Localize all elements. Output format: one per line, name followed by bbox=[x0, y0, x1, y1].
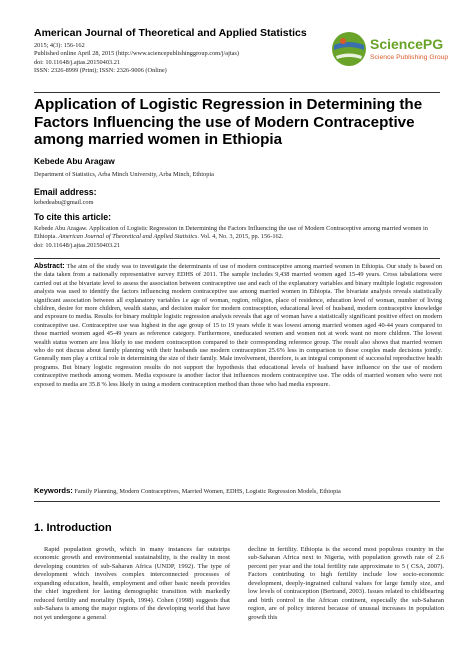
abstract bbox=[34, 263, 442, 389]
citation-journal: American Journal of Theoretical and Applied Statistics bbox=[58, 233, 198, 241]
globe-logo-icon bbox=[330, 30, 368, 68]
abstract-text: The aim of the study was to investigate the determinants of use of modern contraceptive among married women in Ethiopia. Our study is based on the data taken from a nationally representative survey EDHS of 2011. The sample includes 9,438 married women aged 15-49 years. Cross tabulations were carried out at the bivariate level to assess the association between contraceptive use and each of the explanatory variables and binary multiple logistic regression analysis was used to identify the factors influencing modern contraceptive use among married women in Ethiopia. The bivariate analysis reveals statistically significant association between all explanatory variables i.e age of woman, region, religion, place of residence, education level of woman, number of living children, desire for more children, wealth status, and decision maker for modern contraception, educational level of husband, modern contraceptive knowledge and exposure to media. Results for binary multiple logistic regression analysis reveals that age of woman have a statistically significant positive effect on modern contraceptive use. Contraceptive use was highest in the age group of 15 to 19 years while it was lowest among married women aged 40-44 years compared to those married women aged 45-49 years as reference category. Furthermore, uneducated women and women not at work want no more children. The lowest wealth status women are less likely to use modern contraception compared to their corresponding reference group. The result also shows that married women who do not discuss about family planning with their husbands use modern contraception 25.6% less in comparison to those couples made decisions jointly. Generally men play a critical role in determining the size of their family. Male involvement, therefore, is an integral component of successful reproductive health programs. But binary logistic regression results do not support the hypothesis that educational levels of husband have influence on the use of modern contraceptive methods among women. Media exposure is another factor that influences modern contraceptive use. The odds of married women who were not exposed to media are 35.8 % less likely in using a modern contraception method than those who had media exposure. bbox=[34, 263, 442, 388]
citation-volume: . Vol. 4, No. 3, 2015, pp. 156-162. bbox=[197, 233, 284, 241]
header-divider bbox=[34, 92, 440, 93]
citation-doi: doi: 10.11648/j.ajtas.20150403.21 bbox=[34, 241, 120, 249]
cite-heading: To cite this article: bbox=[34, 212, 112, 222]
article-title: Application of Logistic Regression in Determining the Factors Influencing the use of Modern Contraceptive among married women in Ethiopia bbox=[34, 96, 423, 148]
keywords-divider bbox=[34, 501, 440, 502]
abstract-divider bbox=[34, 258, 440, 259]
keywords bbox=[34, 487, 444, 496]
doi-line: doi: 10.11648/j.ajtas.20150403.21 bbox=[34, 58, 120, 66]
citation-text bbox=[34, 225, 442, 250]
journal-header bbox=[34, 27, 354, 76]
email-address: kebedeabu@gmail.com bbox=[34, 199, 94, 206]
journal-issue: 2015; 4(3): 156-162 bbox=[34, 42, 85, 49]
logo-name: SciencePG bbox=[370, 36, 444, 52]
intro-right-column: decline in fertility. Ethiopia is the second most populous country in the sub-Saharan Africa next to Nigeria, with population growth rate of 2.6 percent per year and the total fertility rate approximate to 5 ( CSA, 2007). Factors contributing to high fertility include low socio-economic development, deeply-ingrained cultural values for large family size, and low levels of contraception (Bertrand, 2003). Issues related to childbearing and birth control in the African continent, especially the sub-Saharan region, are of policy interest because of unusual increases in population growth this bbox=[248, 546, 444, 621]
keywords-label: Keywords: bbox=[34, 486, 73, 495]
abstract-label: Abstract: bbox=[34, 263, 65, 270]
logo-tagline: Science Publishing Group bbox=[370, 54, 449, 61]
publication-date: Published online April 28, 2015 (http://www.sciencepublishinggroup.com/j/ajtas) bbox=[34, 50, 239, 58]
keywords-text: Family Planning, Modern Contraceptives, Married Women, EDHS, Logistic Regression Models, Ethiopia bbox=[74, 488, 341, 495]
journal-title: American Journal of Theoretical and Applied Statistics bbox=[34, 27, 307, 39]
section-heading-introduction: 1. Introduction bbox=[34, 522, 112, 534]
email-heading: Email address: bbox=[34, 187, 97, 197]
author-name: Kebede Abu Aragaw bbox=[34, 156, 115, 166]
sciencepg-logo bbox=[330, 28, 449, 72]
issn-line: ISSN: 2326-8999 (Print); ISSN: 2326-9006 (Online) bbox=[34, 67, 167, 75]
intro-left-column: Rapid population growth, which in many instances far outstrips economic growth and environmental sustainability, is the reality in most developing countries of sub-Saharan Africa (UNDP, 1992). The type of development which involves complex interconnected processes of expanding education, health, employment and other basic needs provides the chief ingredient for lasting demographic transition with markedly reduced fertility and mortality (Speth, 1994). Cohen (1998) suggests that sub-Sahara is among the major regions of the developing world that have not yet undergone a general bbox=[34, 546, 230, 621]
citation-main: Kebede Abu Aragaw. Application of Logistic Regression in Determining the Factors Influencing the use of Modern Contraceptive among married women in Ethiopia. bbox=[34, 225, 428, 241]
author-affiliation: Department of Statistics, Arba Minch University, Arba Minch, Ethiopia bbox=[34, 171, 214, 178]
